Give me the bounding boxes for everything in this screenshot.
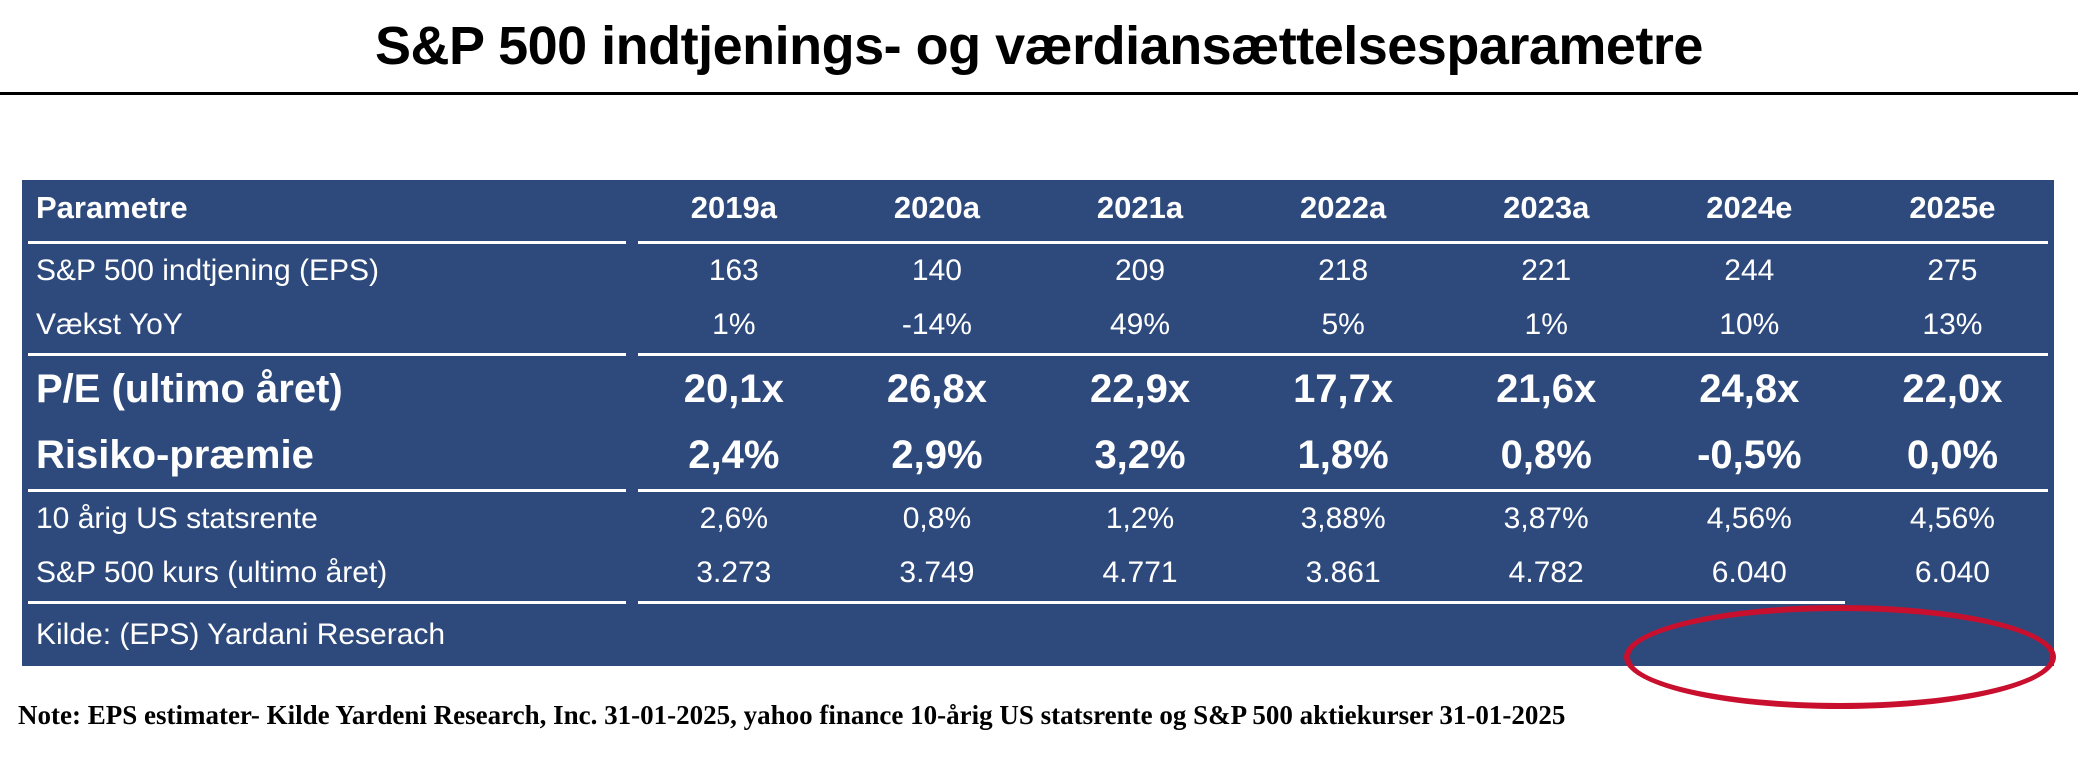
header-col-5: 2024e (1706, 190, 1793, 225)
cell-vaekst-2024e: 10% (1719, 308, 1780, 341)
cell-kurs-2020a: 3.749 (899, 556, 975, 589)
metrics-table (22, 180, 2054, 666)
cell-vaekst-2022a: 5% (1321, 308, 1365, 341)
header-col-2: 2021a (1096, 190, 1184, 225)
cell-risikopraemie-2020a: 2,9% (891, 432, 983, 477)
cell-risikopraemie-2025e: 0,0% (1906, 432, 1999, 477)
cell-statsrente-2025e: 4,56% (1909, 502, 1995, 535)
cell-pe-2024e: 24,8x (1699, 366, 1800, 411)
title-divider (0, 92, 2078, 95)
cell-pe-2025e: 22,0x (1902, 366, 2003, 411)
cell-eps-2021a: 209 (1115, 254, 1166, 287)
cell-kurs-2025e: 6.040 (1914, 556, 1990, 589)
table-row (22, 298, 2054, 352)
row-label-eps: S&P 500 indtjening (EPS) (36, 254, 379, 287)
cell-vaekst-2019a: 1% (712, 308, 756, 341)
cell-pe-2020a: 26,8x (886, 366, 987, 411)
cell-risikopraemie-2021a: 3,2% (1094, 432, 1186, 477)
data-table-container (22, 180, 2054, 666)
header-col-6: 2025e (1909, 190, 1996, 225)
cell-kurs-2024e: 6.040 (1711, 556, 1787, 589)
cell-kurs-2023a: 4.782 (1508, 556, 1584, 589)
source-label: Kilde: (EPS) Yardani Reserach (36, 618, 446, 651)
cell-vaekst-2023a: 1% (1524, 308, 1568, 341)
table-row (22, 546, 2054, 600)
cell-kurs-2019a: 3.273 (696, 556, 772, 589)
table-source-row (22, 604, 2054, 666)
cell-risikopraemie-2024e: -0,5% (1697, 432, 1802, 477)
cell-statsrente-2023a: 3,87% (1503, 502, 1589, 535)
row-label-vaekst-yoy: Vækst YoY (36, 308, 183, 341)
cell-eps-2025e: 275 (1927, 254, 1978, 287)
table-row (22, 492, 2054, 546)
cell-risikopraemie-2022a: 1,8% (1297, 432, 1389, 477)
cell-eps-2019a: 163 (708, 254, 759, 287)
cell-eps-2024e: 244 (1724, 254, 1775, 287)
cell-statsrente-2021a: 1,2% (1105, 502, 1175, 535)
cell-vaekst-2021a: 49% (1110, 308, 1171, 341)
header-col-0: 2019a (690, 190, 777, 225)
row-label-kurs: S&P 500 kurs (ultimo året) (36, 556, 388, 589)
cell-pe-2021a: 22,9x (1089, 366, 1191, 411)
cell-pe-2023a: 21,6x (1496, 366, 1597, 411)
title-area (0, 0, 2078, 92)
cell-risikopraemie-2023a: 0,8% (1500, 432, 1592, 477)
table-row (22, 356, 2054, 422)
footnote: Note: EPS estimater- Kilde Yardeni Research, Inc. 31-01-2025, yahoo finance 10-årig US statsrente og S&P 500 aktiekurser 31-01-2025 (18, 700, 1566, 730)
cell-pe-2019a: 20,1x (683, 366, 784, 411)
table-row (22, 422, 2054, 488)
cell-statsrente-2022a: 3,88% (1300, 502, 1386, 535)
cell-vaekst-2020a: -14% (901, 308, 972, 341)
cell-eps-2020a: 140 (911, 254, 962, 287)
cell-risikopraemie-2019a: 2,4% (688, 432, 780, 477)
header-col-1: 2020a (893, 190, 981, 225)
page-title: S&P 500 indtjenings- og værdiansættelsesparametre (375, 16, 1703, 76)
header-parametre: Parametre (36, 190, 188, 225)
header-col-4: 2023a (1503, 190, 1590, 225)
cell-kurs-2022a: 3.861 (1305, 556, 1381, 589)
cell-pe-2022a: 17,7x (1293, 366, 1394, 411)
cell-eps-2022a: 218 (1318, 254, 1369, 287)
cell-statsrente-2020a: 0,8% (902, 502, 972, 535)
cell-statsrente-2024e: 4,56% (1706, 502, 1792, 535)
cell-eps-2023a: 221 (1521, 254, 1572, 287)
cell-vaekst-2025e: 13% (1922, 308, 1983, 341)
table-row (22, 244, 2054, 298)
row-label-risikopraemie: Risiko-præmie (36, 432, 314, 477)
row-label-pe: P/E (ultimo året) (36, 366, 343, 411)
cell-statsrente-2019a: 2,6% (699, 502, 769, 535)
table-header-row (22, 180, 2054, 240)
cell-kurs-2021a: 4.771 (1102, 556, 1178, 589)
row-label-us-statsrente: 10 årig US statsrente (36, 502, 318, 535)
header-col-3: 2022a (1300, 190, 1387, 225)
